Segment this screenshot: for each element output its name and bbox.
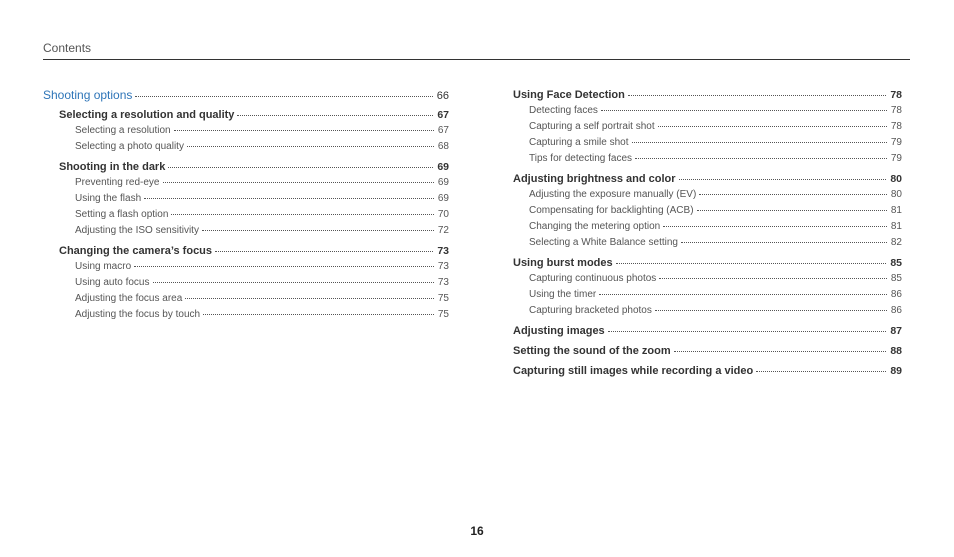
toc-entry-page: 88 (890, 345, 902, 357)
toc-leader-dots (616, 252, 887, 264)
toc-entry[interactable] (529, 302, 902, 318)
toc-leader-dots (697, 200, 887, 211)
toc-entry-page: 69 (437, 161, 449, 173)
page-number: 16 (470, 524, 484, 538)
toc-entry[interactable] (75, 306, 449, 322)
toc-right-column (513, 86, 902, 378)
toc-leader-dots (135, 84, 432, 97)
toc-entry[interactable] (529, 234, 902, 250)
toc-entry-page: 67 (437, 109, 449, 121)
toc-entry-page: 81 (890, 221, 902, 232)
toc-entry-title: Adjusting images (513, 325, 605, 337)
toc-entry-title: Using Face Detection (513, 89, 625, 101)
toc-entry-title: Adjusting the exposure manually (EV) (529, 189, 697, 200)
toc-entry-page: 86 (890, 289, 902, 300)
toc-entry-page: 86 (890, 305, 902, 316)
toc-entry-page: 67 (437, 125, 449, 136)
header-label: Contents (43, 41, 92, 55)
toc-leader-dots (681, 232, 887, 243)
toc-entry-title: Compensating for backlighting (ACB) (529, 205, 694, 216)
toc-leader-dots (134, 256, 434, 267)
toc-entry-title: Preventing red-eye (75, 177, 160, 188)
toc-entry[interactable] (513, 342, 902, 358)
toc-entry-page: 81 (890, 205, 902, 216)
toc-leader-dots (659, 268, 887, 279)
toc-entry-title: Using burst modes (513, 257, 613, 269)
toc-entry-page: 75 (437, 293, 449, 304)
toc-entry-title: Selecting a White Balance setting (529, 237, 678, 248)
toc-leader-dots (699, 184, 887, 195)
toc-leader-dots (237, 104, 433, 116)
toc-leader-dots (215, 240, 433, 252)
toc-entry-page: 89 (890, 365, 902, 377)
toc-entry-title: Capturing still images while recording a video (513, 365, 754, 377)
toc-entry-title: Using auto focus (75, 277, 150, 288)
toc-entry-page: 85 (890, 257, 902, 269)
toc-entry-title: Detecting faces (529, 105, 598, 116)
toc-entry-page: 78 (890, 121, 902, 132)
toc-leader-dots (168, 156, 433, 168)
toc-entry-page: 66 (436, 90, 449, 102)
toc-entry-title: Selecting a resolution (75, 125, 171, 136)
toc-entry-title: Tips for detecting faces (529, 153, 633, 164)
toc-entry-title: Selecting a photo quality (75, 141, 184, 152)
toc-entry-title: Capturing a self portrait shot (529, 121, 655, 132)
toc-entry[interactable] (513, 362, 902, 378)
toc-entry-page: 87 (890, 325, 902, 337)
toc-entry-page: 85 (890, 273, 902, 284)
toc-entry-title: Capturing bracketed photos (529, 305, 652, 316)
toc-entry[interactable] (513, 322, 902, 338)
toc-entry-page: 75 (437, 309, 449, 320)
toc-leader-dots (599, 284, 887, 295)
toc-entry-page: 79 (890, 153, 902, 164)
header-rule (43, 59, 910, 60)
toc-leader-dots (601, 100, 887, 111)
toc-entry[interactable] (529, 150, 902, 166)
toc-leader-dots (185, 288, 434, 299)
toc-entry-title: Using macro (75, 261, 132, 272)
toc-leader-dots (635, 148, 887, 159)
toc-leader-dots (171, 204, 433, 215)
toc-entry-title: Setting a flash option (75, 209, 169, 220)
toc-entry-title: Adjusting the ISO sensitivity (75, 225, 199, 236)
toc-leader-dots (628, 84, 886, 96)
toc-leader-dots (655, 300, 887, 311)
toc-entry-page: 73 (437, 261, 449, 272)
toc-entry-title: Changing the camera’s focus (59, 245, 213, 257)
toc-leader-dots (153, 272, 434, 283)
toc-leader-dots (202, 220, 434, 231)
toc-entry-title: Shooting in the dark (59, 161, 166, 173)
toc-leader-dots (203, 304, 434, 315)
toc-leader-dots (674, 340, 887, 352)
toc-leader-dots (608, 320, 887, 332)
toc-leader-dots (632, 132, 887, 143)
toc-entry-page: 70 (437, 209, 449, 220)
toc-entry-page: 69 (437, 193, 449, 204)
toc-entry-title: Using the timer (529, 289, 597, 300)
toc-leader-dots (756, 360, 886, 372)
toc-entry-title: Capturing a smile shot (529, 137, 629, 148)
toc-entry-title: Selecting a resolution and quality (59, 109, 235, 121)
toc-leader-dots (679, 168, 887, 180)
toc-entry-page: 78 (890, 89, 902, 101)
toc-entry-title: Shooting options (43, 88, 133, 102)
toc-leader-dots (163, 172, 434, 183)
toc-entry-title: Setting the sound of the zoom (513, 345, 671, 357)
toc-entry-page: 78 (890, 105, 902, 116)
toc-leader-dots (663, 216, 887, 227)
toc-left-column (43, 86, 449, 322)
toc-leader-dots (658, 116, 887, 127)
toc-entry-title: Adjusting the focus area (75, 293, 183, 304)
toc-entry-page: 80 (890, 173, 902, 185)
toc-leader-dots (144, 188, 434, 199)
toc-entry-title: Adjusting the focus by touch (75, 309, 201, 320)
toc-entry-page: 68 (437, 141, 449, 152)
toc-entry[interactable] (75, 138, 449, 154)
toc-leader-dots (187, 136, 434, 147)
toc-entry-page: 80 (890, 189, 902, 200)
toc-entry-title: Adjusting brightness and color (513, 173, 676, 185)
toc-entry-title: Capturing continuous photos (529, 273, 657, 284)
toc-entry-title: Using the flash (75, 193, 142, 204)
toc-leader-dots (174, 120, 434, 131)
toc-entry[interactable] (43, 86, 449, 102)
toc-entry-page: 72 (437, 225, 449, 236)
toc-entry-page: 69 (437, 177, 449, 188)
toc-entry-page: 73 (437, 277, 449, 288)
toc-entry-page: 73 (437, 245, 449, 257)
toc-entry-page: 79 (890, 137, 902, 148)
toc-entry-page: 82 (890, 237, 902, 248)
toc-entry-title: Changing the metering option (529, 221, 661, 232)
toc-entry[interactable] (75, 222, 449, 238)
